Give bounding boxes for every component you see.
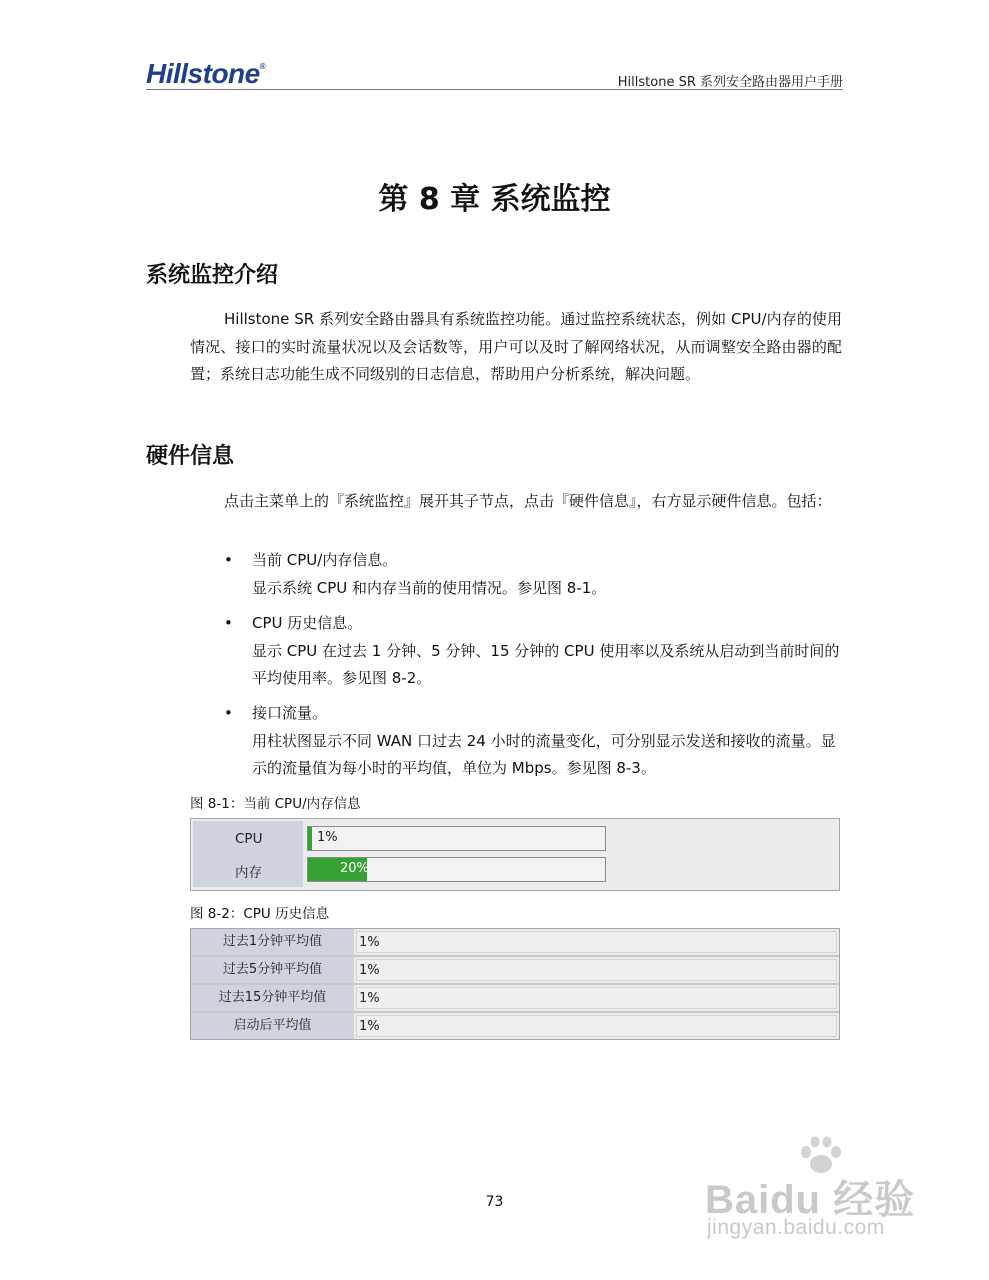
row-value: 1%: [356, 987, 837, 1009]
bullet-item: [224, 610, 844, 693]
memory-usage-bar: [307, 857, 606, 882]
chapter-title: 第 8 章 系统监控: [378, 182, 611, 217]
row-value: 1%: [356, 959, 837, 981]
bullet-desc: 用柱状图显示不同 WAN 口过去 24 小时的流量变化，可分别显示发送和接收的流量。显示的流量值为每小时的平均值，单位为 Mbps。参见图 8-3。: [252, 731, 836, 777]
table-row: [191, 929, 839, 957]
header-title: Hillstone SR 系列安全路由器用户手册: [617, 75, 843, 90]
cpu-usage-bar: [307, 826, 606, 851]
bullet-item: [224, 700, 844, 783]
hillstone-logo: Hillstone®: [146, 58, 266, 89]
cpu-label: CPU: [235, 831, 263, 847]
watermark-url: jingyan.baidu.com: [707, 1216, 885, 1239]
page-number: 73: [485, 1194, 504, 1210]
bullet-title: 接口流量。: [252, 704, 328, 722]
memory-label: 内存: [235, 865, 262, 881]
header-divider: [146, 89, 843, 90]
bullet-dot-icon: •: [224, 704, 233, 722]
memory-usage-text: 20%: [340, 861, 369, 876]
hardware-paragraph: 点击主菜单上的『系统监控』展开其子节点，点击『硬件信息』，右方显示硬件信息。包括：: [224, 492, 832, 510]
baidu-watermark: [705, 1168, 935, 1238]
cpu-usage-fill: [308, 827, 312, 850]
row-value: 1%: [356, 1015, 837, 1037]
intro-paragraph: Hillstone SR 系列安全路由器具有系统监控功能。通过监控系统状态，例如 CPU/内存的使用情况、接口的实时流量状况以及会话数等，用户可以及时了解网络状况，从而调整安全路由器的配置；系统日志功能生成不同级别的日志信息，帮助用户分析系统，解决问题。: [190, 310, 842, 383]
row-value: 1%: [356, 931, 837, 953]
table-row: [191, 957, 839, 985]
bullet-title: 当前 CPU/内存信息。: [252, 551, 398, 569]
paw-icon: [799, 1136, 843, 1176]
cpu-memory-panel: [190, 818, 840, 891]
row-label: 过去15分钟平均值: [191, 985, 354, 1011]
cpu-history-table: [190, 928, 840, 1040]
row-label: 启动后平均值: [191, 1013, 354, 1039]
watermark-main: Baidu 经验: [705, 1178, 916, 1222]
bullet-dot-icon: •: [224, 614, 233, 632]
figure-2-caption: 图 8-2：CPU 历史信息: [190, 906, 330, 922]
bullet-dot-icon: •: [224, 551, 233, 569]
section-heading-hardware: 硬件信息: [146, 444, 235, 469]
table-row: [191, 1013, 839, 1039]
row-label: 过去1分钟平均值: [191, 929, 354, 955]
row-label: 过去5分钟平均值: [191, 957, 354, 983]
figure-1-caption: 图 8-1：当前 CPU/内存信息: [190, 796, 361, 812]
bullet-desc: 显示 CPU 在过去 1 分钟、5 分钟、15 分钟的 CPU 使用率以及系统从启动到当前时间的平均使用率。参见图 8-2。: [252, 641, 840, 687]
cpu-usage-text: 1%: [317, 830, 338, 845]
bullet-item: [224, 547, 844, 602]
table-row: [191, 985, 839, 1013]
bullet-desc: 显示系统 CPU 和内存当前的使用情况。参见图 8-1。: [252, 578, 607, 597]
bullet-title: CPU 历史信息。: [252, 614, 363, 632]
section-heading-intro: 系统监控介绍: [146, 263, 279, 288]
